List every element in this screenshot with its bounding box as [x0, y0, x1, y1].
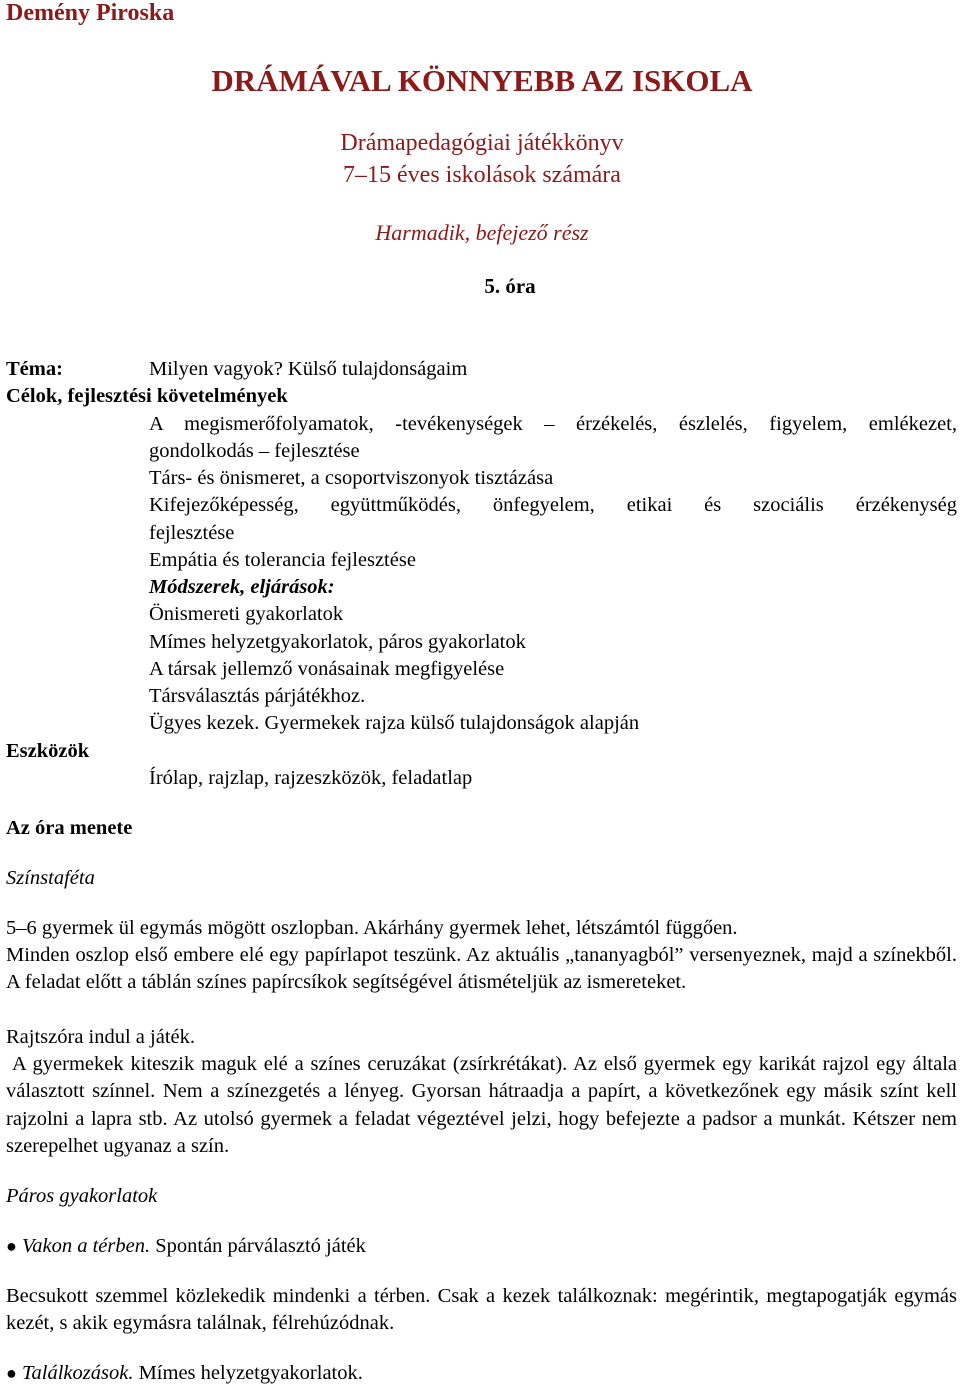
paragraph: Minden oszlop első embere elé egy papírlapot teszünk. Az aktuális „tananyagból” versenyeznek, majd a színekből. A feladat előtt a táblán színes papírcsíkok segítségével átismételjük az ismereteket. — [6, 944, 957, 994]
method-item: A társak jellemző vonásainak megfigyelése — [149, 658, 505, 680]
topic-label: Téma: — [6, 358, 63, 380]
goal-item: gondolkodás – fejlesztése — [149, 440, 360, 462]
section-title-paros: Páros gyakorlatok — [6, 1185, 158, 1207]
bullet-item — [6, 1233, 366, 1260]
course-label: Az óra menete — [6, 817, 133, 839]
topic-value: Milyen vagyok? Külső tulajdonságaim — [149, 358, 468, 380]
method-item: Ügyes kezek. Gyermekek rajza külső tulajdonságok alapján — [149, 712, 640, 734]
page-title — [0, 63, 960, 99]
bullet-title: Találkozások. — [22, 1362, 134, 1384]
part-label: Harmadik, befejező rész — [375, 220, 589, 245]
bullet-text: Spontán párválasztó játék — [155, 1235, 366, 1257]
paragraph: Rajtszóra indul a játék. — [6, 1026, 195, 1048]
method-item: Mímes helyzetgyakorlatok, páros gyakorlatok — [149, 631, 526, 653]
bullet-text: Mímes helyzetgyakorlatok. — [138, 1362, 363, 1384]
goal-item: fejlesztése — [149, 522, 235, 544]
goal-item: Társ- és önismeret, a csoportviszonyok tisztázása — [149, 467, 554, 489]
bullet-title: Vakon a térben. — [22, 1235, 151, 1257]
method-item: Társválasztás párjátékhoz. — [149, 685, 366, 707]
paragraph: 5–6 gyermek ül egymás mögött oszlopban. Akárhány gyermek lehet, létszámtól függően. — [6, 917, 738, 939]
tools-value: Írólap, rajzlap, rajzeszközök, feladatlap — [149, 767, 473, 789]
section-title-szinstafeta: Színstaféta — [6, 867, 95, 889]
subtitle-line-1: Drámapedagógiai játékkönyv — [340, 130, 624, 156]
subtitle-line-2: 7–15 éves iskolások számára — [343, 162, 621, 188]
tools-label: Eszközök — [6, 740, 90, 762]
bullet-item — [6, 1360, 363, 1387]
method-item: Önismereti gyakorlatok — [149, 603, 344, 625]
page-title-text: DRÁMÁVAL KÖNNYEBB AZ ISKOLA — [211, 63, 753, 98]
goals-label: Célok, fejlesztési követelmények — [6, 385, 288, 407]
paragraph: Becsukott szemmel közlekedik mindenki a térben. Csak a kezek találkoznak: megérintik, megtapogatják egymás kezét, s akik egymásra találnak, félrehúzódnak. — [6, 1285, 957, 1335]
goal-item: Empátia és tolerancia fejlesztése — [149, 549, 416, 571]
methods-label: Módszerek, eljárások: — [149, 576, 335, 598]
goal-item: A megismerőfolyamatok, -tevékenységek – érzékelés, észlelés, figyelem, emlékezet, — [149, 413, 957, 435]
lesson-number: 5. óra — [484, 274, 536, 298]
bullet-icon: ● — [6, 1236, 17, 1256]
bullet-icon: ● — [6, 1363, 17, 1383]
author-name: Demény Piroska — [6, 0, 175, 26]
goal-item: Kifejezőképesség, együttműködés, önfegyelem, etikai és szociális érzékenység — [149, 494, 957, 516]
paragraph: A gyermekek kiteszik maguk elé a színes ceruzákat (zsírkrétákat). Az első gyermek egy karikát rajzol egy általa választott színnel. Nem a színezgetés a lényeg. Gyorsan hátraadja a papírt, a következőnek egy másik színt kell rajzolni a lapra stb. Az utolsó gyermek a feladat végeztével jelzi, hogy befejezte a padsor a munkát. Kétszer nem szerepelhet ugyanaz a szín. — [6, 1053, 957, 1157]
